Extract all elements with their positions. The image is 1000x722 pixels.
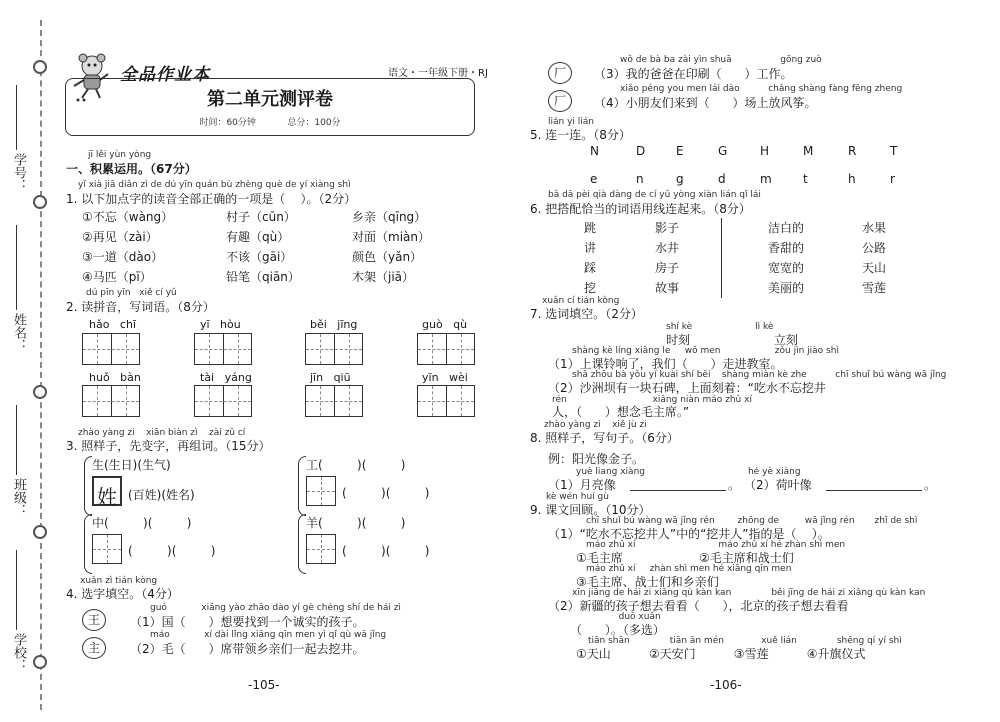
answer-cell[interactable] [92, 534, 122, 564]
uppercase-letter[interactable]: T [890, 144, 898, 158]
answer-line[interactable] [826, 490, 922, 491]
name-label: 姓名： [11, 313, 26, 352]
q1-option: ③一道（dào） [82, 250, 164, 264]
q9-line: （2）新疆的孩子想去看看（ ），北京的孩子想去看看 [548, 599, 849, 613]
q9-options[interactable]: ①天山 ②天安门 ③雪莲 ④升旗仪式 [576, 647, 866, 661]
brace [298, 514, 306, 574]
uppercase-letter[interactable]: D [636, 144, 646, 158]
q4-pinyin: xuǎn zì tián kòng [80, 576, 158, 586]
choice-char: 厂 [548, 62, 572, 84]
example-char: 姓 [97, 485, 117, 509]
name-line [16, 225, 17, 310]
q1-option: 颜色（yǎn） [352, 250, 423, 264]
q1-stem: 1. 以下加点字的读音全部正确的一项是（ ）。（2分） [66, 192, 357, 206]
q9-stem: 9. 课文回顾。（10分） [530, 503, 651, 517]
q4-line: （1）国（ ）想要找到一个诚实的孩子。 [130, 615, 365, 629]
match-word[interactable]: 美丽的 [768, 281, 805, 295]
q9-option-pinyin: máo zhǔ xí zhàn shì men hé xiāng qīn men [586, 564, 792, 574]
uppercase-letter[interactable]: R [848, 144, 857, 158]
q4-line-pinyin: máo xí dài lǐng xiāng qīn men yì qǐ qù wā jǐng [150, 630, 387, 640]
writing-grid[interactable] [305, 333, 363, 365]
writing-grid[interactable] [305, 385, 363, 417]
uppercase-letter[interactable]: N [590, 144, 599, 158]
q3-item: 中( )( ) [92, 516, 192, 530]
q4-line: （3）我的爸爸在印刷（ ）工作。 [594, 67, 793, 81]
lowercase-letter[interactable]: r [890, 172, 895, 186]
q3-example-line: (百姓)(姓名) [128, 488, 195, 502]
match-word[interactable]: 房子 [655, 261, 680, 275]
match-word[interactable]: 故事 [655, 281, 680, 295]
q5-pinyin: lián yi lián [548, 117, 594, 127]
writing-grid[interactable] [82, 333, 140, 365]
brace [298, 456, 306, 516]
exam-meta [66, 115, 474, 128]
q8-punct: 。 [728, 478, 741, 492]
q2-word-pinyin: huǒ bàn [89, 371, 141, 384]
section-pinyin: jī lěi yùn yòng [88, 150, 152, 160]
q7-pinyin: xuǎn cí tián kòng [542, 296, 620, 306]
q2-word-pinyin: jīn qiū [310, 371, 351, 384]
choice-char: 厂 [548, 90, 572, 112]
title-box [65, 78, 475, 136]
choice-char: 主 [82, 637, 106, 659]
q9-pinyin: kè wén huí gù [546, 492, 609, 502]
match-word[interactable]: 踩 [584, 261, 597, 275]
q1-pinyin: yǐ xià jiā diǎn zì de dú yīn quán bù zhèng què de yí xiàng shì [78, 180, 351, 190]
q6-stem: 6. 把搭配恰当的词语用线连起来。（8分） [530, 202, 751, 216]
answer-cell[interactable] [306, 534, 336, 564]
writing-grid[interactable] [194, 333, 252, 365]
writing-grid[interactable] [194, 385, 252, 417]
q7-options-pinyin: shí kè lì kè [666, 322, 774, 332]
section-title: 一、积累运用。（67分） [66, 162, 197, 176]
q9-option-pinyin: máo zhǔ xí máo zhǔ xí hé zhàn shì men [586, 540, 846, 550]
column-divider [721, 218, 722, 298]
q2-word-pinyin: yīn wèi [422, 371, 468, 384]
q7-options: 时刻 立刻 [666, 333, 798, 347]
q9-option-pinyin: tiān shān tiān ān mén xuě lián shēng qí yí shì [588, 636, 902, 646]
lowercase-letter[interactable]: n [636, 172, 644, 186]
q1-option: 对面（miàn） [352, 230, 430, 244]
q1-option: 有趣（qù） [226, 230, 290, 244]
answer-cell[interactable] [306, 476, 336, 506]
writing-grid[interactable] [417, 333, 475, 365]
q7-line: （2）沙洲坝有一块石碑，上面刻着：“吃水不忘挖井 [548, 381, 826, 395]
match-word[interactable]: 水井 [655, 241, 680, 255]
brand-name: 全品作业本 [120, 65, 210, 85]
q4-line-pinyin: xiǎo péng you men lái dào chǎng shàng fàng fēng zheng [620, 84, 903, 94]
q1-option: 村子（cūn） [226, 210, 296, 224]
q9-line: （ ）。（多选） [570, 623, 665, 637]
match-word[interactable]: 香甜的 [768, 241, 805, 255]
lowercase-letter[interactable]: m [760, 172, 772, 186]
q4-line-pinyin: guó xiǎng yào zhǎo dào yí gè chéng shí de hái zi [150, 603, 401, 613]
answer-line[interactable] [630, 490, 726, 491]
q3-pinyin: zhào yàng zi xiān biàn zì zài zǔ cí [78, 428, 246, 438]
school-line [16, 550, 17, 630]
example-char-cell [92, 476, 122, 509]
q7-line: 人，（ ）想念毛主席。” [552, 405, 690, 419]
subject-info: 语文・一年级下册・RJ [388, 68, 488, 79]
q8-sentence: （1）月亮像 [548, 478, 616, 492]
q3-blank[interactable]: ( )( ) [342, 544, 430, 558]
q7-stem: 7. 选词填空。（2分） [530, 307, 643, 321]
match-word[interactable]: 公路 [862, 241, 887, 255]
q2-word-pinyin: hǎo chī [89, 318, 137, 331]
binding-line [40, 20, 42, 710]
uppercase-letter[interactable]: G [718, 144, 728, 158]
writing-grid[interactable] [82, 385, 140, 417]
q8-stem: 8. 照样子，写句子。（6分） [530, 431, 679, 445]
q4-line-pinyin: wǒ de bà ba zài yìn shuā gōng zuò [620, 55, 822, 65]
q1-option: 铅笔（qiān） [226, 270, 300, 284]
q3-example-line: 生(生日)(生气) [92, 458, 171, 472]
q2-word-pinyin: yī hòu [200, 318, 241, 331]
q7-line-pinyin: shàng kè líng xiǎng le wǒ men zǒu jìn jiào shì [572, 346, 839, 356]
q9-line-pinyin: chī shuǐ bú wàng wā jǐng rén zhōng de wā jǐng rén zhǐ de shì [586, 516, 918, 526]
q9-options[interactable]: ③毛主席、战士们和乡亲们 [576, 575, 719, 589]
q3-item: 工( )( ) [306, 458, 406, 472]
q9-line-pinyin: xīn jiāng de hái zi xiǎng qù kàn kan běi jīng de hái zi xiǎng qù kàn kan [572, 588, 926, 598]
student-id-line [16, 85, 17, 150]
q4-stem: 4. 选字填空。（4分） [66, 587, 179, 601]
q9-line: （1）“吃水不忘挖井人”中的“挖井人”指的是（ ）。 [548, 527, 830, 541]
q8-line-pinyin: yuè liang xiàng hé yè xiàng [576, 467, 801, 477]
q3-stem: 3. 照样子，先变字，再组词。（15分） [66, 439, 271, 453]
binding-hole [33, 60, 47, 74]
match-word[interactable]: 宽宽的 [768, 261, 805, 275]
match-word[interactable]: 跳 [584, 221, 597, 235]
choice-char: 王 [82, 609, 106, 631]
student-id-label: 学号： [11, 153, 26, 192]
match-word[interactable]: 挖 [584, 281, 597, 295]
q8-example: 例：阳光像金子。 [548, 452, 645, 466]
binding-hole [33, 525, 47, 539]
lowercase-letter[interactable]: h [848, 172, 856, 186]
binding-hole [33, 195, 47, 209]
school-label: 学校： [11, 633, 26, 672]
q4-line: （2）毛（ ）席带领乡亲们一起去挖井。 [130, 642, 365, 656]
q1-option: ①不忘（wàng） [82, 210, 174, 224]
q1-option: ④马匹（pī） [82, 270, 152, 284]
match-word[interactable]: 水果 [862, 221, 887, 235]
q3-blank[interactable]: ( )( ) [128, 544, 216, 558]
lowercase-letter[interactable]: d [718, 172, 726, 186]
uppercase-letter[interactable]: M [803, 144, 814, 158]
page-number: -106- [710, 678, 742, 692]
lowercase-letter[interactable]: t [803, 172, 808, 186]
class-line [16, 405, 17, 475]
class-label: 班级： [11, 478, 26, 517]
brace [84, 456, 92, 516]
match-word[interactable]: 天山 [862, 261, 887, 275]
q2-word-pinyin: tài yáng [200, 371, 252, 384]
q9-options[interactable]: ①毛主席 ②毛主席和战士们 [576, 551, 794, 565]
uppercase-letter[interactable]: E [676, 144, 684, 158]
q4-line: （4）小朋友们来到（ ）场上放风筝。 [594, 96, 817, 110]
brace [84, 514, 92, 574]
q2-word-pinyin: běi jīng [310, 318, 358, 331]
match-word[interactable]: 讲 [584, 241, 597, 255]
q1-option: 木架（jiā） [352, 270, 415, 284]
binding-hole [33, 385, 47, 399]
match-word[interactable]: 洁白的 [768, 221, 805, 235]
uppercase-letter[interactable]: H [760, 144, 770, 158]
lowercase-letter[interactable]: e [590, 172, 598, 186]
q7-line-pinyin: shā zhōu bà yǒu yí kuài shí bēi shàng miàn kè zhe chī shuǐ bú wàng wā jǐng [572, 370, 947, 380]
q2-word-pinyin: guò qù [422, 318, 468, 331]
q6-pinyin: bǎ dā pèi qià dàng de cí yǔ yòng xiàn lián qǐ lái [548, 190, 761, 200]
q8-sentence: （2）荷叶像 [744, 478, 812, 492]
writing-grid[interactable] [417, 385, 475, 417]
q8-punct: 。 [924, 478, 937, 492]
q9-line-pinyin: duō xuǎn [570, 612, 661, 622]
q3-item: 羊( )( ) [306, 516, 406, 530]
page-number: -105- [248, 678, 280, 692]
q1-option: 乡亲（qīng） [352, 210, 427, 224]
q5-stem: 5. 连一连。（8分） [530, 128, 631, 142]
exam-total: 总分：100分 [287, 118, 341, 128]
q1-option: 不该（gāi） [226, 250, 293, 264]
match-word[interactable]: 雪莲 [862, 281, 887, 295]
lowercase-letter[interactable]: g [676, 172, 684, 186]
match-word[interactable]: 影子 [655, 221, 680, 235]
q2-pinyin: dú pīn yīn xiě cí yǔ [86, 288, 177, 298]
q3-blank[interactable]: ( )( ) [342, 486, 430, 500]
q7-line: （1）上课铃响了，我们（ ）走进教室。 [548, 357, 783, 371]
q1-option: ②再见（zài） [82, 230, 158, 244]
q2-stem: 2. 读拼音，写词语。（8分） [66, 300, 215, 314]
page-title: 第二单元测评卷 [207, 89, 333, 110]
exam-time: 时间：60分钟 [199, 118, 256, 128]
q8-pinyin: zhào yàng zi xiě jù zi [544, 420, 647, 430]
binding-hole [33, 655, 47, 669]
q7-line-pinyin: rén xiǎng niàn máo zhǔ xí [552, 395, 752, 405]
